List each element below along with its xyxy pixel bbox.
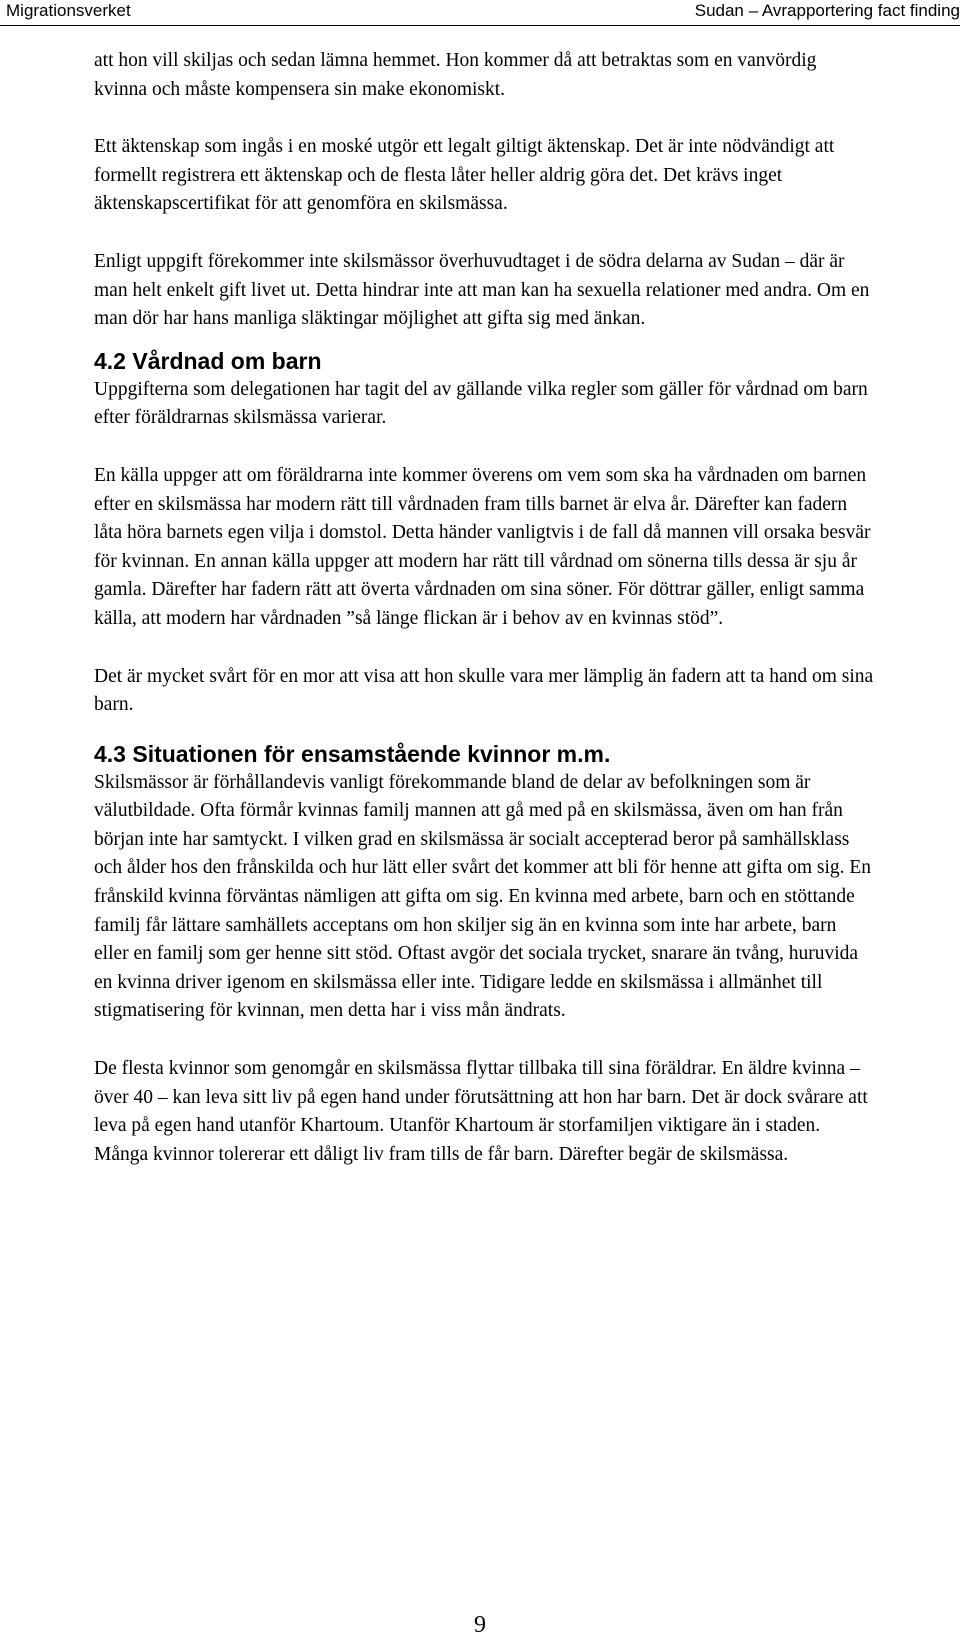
- header-organization: Migrationsverket: [6, 1, 131, 20]
- document-body: [94, 47, 874, 1169]
- header-divider: [0, 25, 960, 26]
- paragraph-southern-sudan: Enligt uppgift förekommer inte skilsmässor överhuvudtaget i de södra delarna av Sudan – där är man helt enkelt gift livet ut. Detta hindrar inte att man kan ha sexuella relationer med andra. Om en man dör har hans manliga släktingar möjlighet att gifta sig med änkan.: [94, 250, 870, 330]
- paragraph-divorce-consequence: att hon vill skiljas och sedan lämna hemmet. Hon kommer då att betraktas som en vanvördig kvinna och måste kompensera sin make ekonomiskt.: [94, 50, 817, 100]
- paragraph-custody-sources: En källa uppger att om föräldrarna inte kommer överens om vem som ska ha vårdnaden om barnen efter en skilsmässa har modern rätt till vårdnaden fram tills barnet är elva år. Därefter kan fadern låta höra barnets egen vilja i domstol. Detta händer vanligtvis i de fall då mannen vill orsaka besvär för kvinnan. En annan källa uppger att modern har rätt till vårdnad om sönerna tills dessa är sju år gamla. Därefter har fadern rätt att överta vårdnaden om sina söner. För döttrar gäller, enligt samma källa, att modern har vårdnaden ”så länge flickan är i behov av en kvinnas stöd”.: [94, 464, 871, 629]
- header-document-title: Sudan – Avrapportering fact finding: [694, 1, 960, 20]
- paragraph-custody-difficulty: Det är mycket svårt för en mor att visa att hon skulle vara mer lämplig än fadern att ta hand om sina barn.: [94, 665, 874, 716]
- paragraph-mosque-marriage: Ett äktenskap som ingås i en moské utgör ett legalt giltigt äktenskap. Det är inte nödvändigt att formellt registrera ett äktenskap och de flesta låter heller aldrig göra det. Det krävs inget äktenskapscertifikat för att genomföra en skilsmässa.: [94, 136, 835, 215]
- page-number: 9: [474, 1612, 486, 1638]
- section-heading-single-women: 4.3 Situationen för ensamstående kvinnor m.m.: [94, 740, 611, 767]
- section-heading-custody: 4.2 Vårdnad om barn: [94, 347, 322, 374]
- page-header: [0, 0, 960, 26]
- paragraph-after-divorce: De flesta kvinnor som genomgår en skilsmässa flyttar tillbaka till sina föräldrar. En äldre kvinna – över 40 – kan leva sitt liv på egen hand under förutsättning att hon har barn. Det är dock svårare att leva på egen hand utanför Khartoum. Utanför Khartoum är storfamiljen viktigare än i staden. Många kvinnor tolererar ett dåligt liv fram tills de får barn. Därefter begär de skilsmässa.: [94, 1058, 868, 1165]
- paragraph-divorce-acceptance: Skilsmässor är förhållandevis vanligt förekommande bland de delar av befolkningen som är välutbildade. Ofta förmår kvinnas familj mannen att gå med på en skilsmässa, även om han från början inte har samtyckt. I vilken grad en skilsmässa är socialt accepterad beror på samhällsklass och ålder hos den frånskilda och hur lätt eller svårt det kommer att bli för henne att gifta om sig. En frånskild kvinna förväntas nämligen att gifta om sig. En kvinna med arbete, barn och en stöttande familj får lättare samhällets acceptans om hon skiljer sig än en kvinna som inte har arbete, barn eller en familj som ger henne sitt stöd. Oftast avgör det sociala trycket, snarare än tvång, huruvida en kvinna driver igenom en skilsmässa eller inte. Tidigare ledde en skilsmässa i allmänhet till stigmatisering för kvinnan, men detta har i viss mån ändrats.: [94, 771, 872, 1022]
- paragraph-custody-intro: Uppgifterna som delegationen har tagit del av gällande vilka regler som gäller för vårdnad om barn efter föräldrarnas skilsmässa varierar.: [94, 378, 868, 429]
